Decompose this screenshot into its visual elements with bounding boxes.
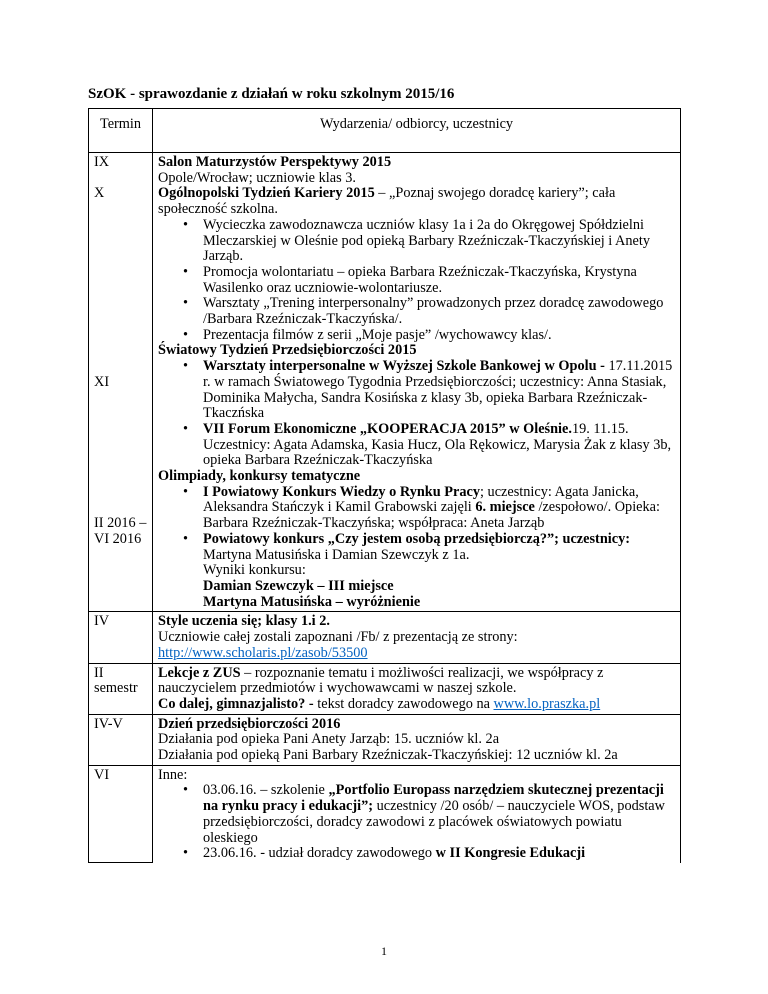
term-ii2016: II 2016 – <box>94 514 147 531</box>
ii-line-bold: Co dalej, gimnazjalisto? - <box>158 695 314 712</box>
ivv-line2: Działania pod opieką Pani Barbary Rzeźniczak-Tkaczyńskiej: 12 uczniów kl. 2a <box>158 747 618 764</box>
lo-praszka-link[interactable]: www.lo.praszka.pl <box>493 695 601 712</box>
table-row <box>89 663 681 714</box>
list-item: • Promocja wolontariatu – opieka Barbara Rzeźniczak-Tkaczyńska, Krystyna Wasilenko oraz uczniowie-wolontariusze. <box>158 265 675 296</box>
olimp-b1-mid: ; uczestnicy: Agata Janicka, Aleksandra Stańczyk i Kamil Grabowski zajęli <box>203 483 639 516</box>
table-header-row <box>89 109 681 153</box>
table-row <box>89 153 681 612</box>
ii-title <box>158 666 675 697</box>
list-item <box>158 359 675 422</box>
xi-b1-bold: Warsztaty interpersonalne w Wyższej Szkole Bankowej w Opolu - <box>203 358 605 375</box>
events-cell <box>153 153 681 612</box>
olimp-title: Olimpiady, konkursy tematyczne <box>158 468 361 485</box>
ix-title: Salon Maturzystów Perspektywy 2015 <box>158 154 392 170</box>
ivv-cell <box>153 714 681 765</box>
ivv-line1: Działania pod opieka Pani Anety Jarząb: 15. uczniów kl. 2a <box>158 731 500 748</box>
ii-line <box>158 697 675 713</box>
xi-b2-rest: 19. 11.15. Uczestnicy: Agata Adamska, Kasia Hucz, Ola Rękowicz, Marysia Żak z klasy 3b, opieka Barbara Rzeźniczak-Tkaczyńska <box>203 420 672 469</box>
olimp-b2-rest: Martyna Matusińska i Damian Szewczyk z 1a. <box>203 546 470 563</box>
term-ivv: IV-V <box>89 714 153 765</box>
ii-title-rest: – rozpoznanie tematu i możliwości realizacji, we współpracy z nauczycielem przedmiotów i wychowawcami w naszej szkole. <box>158 664 604 697</box>
header-term: Termin <box>89 109 153 153</box>
table-row <box>89 612 681 663</box>
list-item <box>158 485 675 532</box>
xi-b2-bold: VII Forum Ekonomiczne „KOOPERACJA 2015” w Oleśnie. <box>203 420 572 437</box>
ix-line: Opole/Wrocław; uczniowie klas 3. <box>158 169 356 186</box>
vi-b1-rest: uczestnicy /20 osób/ – nauczyciele WOS, podstaw przedsiębiorczości, doradcy zawodowi z placówek oświatowych powiatu oleskiego <box>203 798 665 846</box>
scholaris-link[interactable]: http://www.scholaris.pl/zasob/53500 <box>158 644 368 661</box>
term-semestr: semestr <box>94 680 138 697</box>
result-1: Damian Szewczyk – III miejsce <box>203 577 394 594</box>
vi-label: Inne: <box>158 766 188 783</box>
vi-b2-pre: 23.06.16. - udział doradcy zawodowego <box>203 845 436 862</box>
term-iv: IV <box>89 612 153 663</box>
vi-cell <box>153 765 681 863</box>
table-row <box>89 714 681 765</box>
iv-cell <box>153 612 681 663</box>
term-ii-cell <box>89 663 153 714</box>
result-2: Martyna Matusińska – wyróżnienie <box>203 593 421 610</box>
vi-b2-bold: w II Kongresie Edukacji <box>435 845 586 862</box>
ivv-title: Dzień przedsiębiorczości 2016 <box>158 715 341 732</box>
term-ii: II <box>94 664 104 681</box>
vi-b1-bold: „Portfolio Europass narzędziem skutecznej prezentacji na rynku pracy i edukacji”; <box>203 782 664 815</box>
list-item: • Prezentacja filmów z serii „Moje pasje” /wychowawcy klas/. <box>158 328 675 344</box>
results-label: Wyniki konkursu: <box>203 562 306 579</box>
olimp-b1-bold: I Powiatowy Konkurs Wiedzy o Rynku Pracy <box>203 483 480 500</box>
vi-b1-pre: 03.06.16. – szkolenie <box>203 782 329 799</box>
page-title: SzOK - sprawozdanie z działań w roku szkolnym 2015/16 <box>88 86 455 102</box>
term-x: X <box>94 185 105 202</box>
ii-title-bold: Lekcje z ZUS <box>158 664 241 681</box>
xi-b1-rest: 17.11.2015 r. w ramach Światowego Tygodnia Przedsiębiorczości; uczestnicy: Anna Stasiak, Dominika Małycha, Sandra Kosińska z klasy 3b, opieka Barbara Rzeźniczak-Tkaczńska <box>203 358 673 422</box>
x-title <box>158 186 675 217</box>
header-events: Wydarzenia/ odbiorcy, uczestnicy <box>153 109 681 153</box>
x-title-rest: – „Poznaj swojego doradcę kariery”; cała społeczność szkolna. <box>158 185 616 218</box>
olimp-b1-rest: /zespołowo/. Opieka: Barbara Rzeźniczak-Tkaczyńska; współpraca: Aneta Jarząb <box>203 499 660 532</box>
report-table <box>88 108 681 863</box>
term-ix: IX <box>94 154 110 170</box>
list-item <box>158 532 675 563</box>
list-item: • Warsztaty „Trening interpersonalny” prowadzonych przez doradcę zawodowego /Barbara Rzeźniczak-Tkaczyńska/. <box>158 296 675 327</box>
olimp-b1-place: 6. miejsce <box>475 499 535 516</box>
list-item <box>158 422 675 469</box>
list-item <box>158 846 675 862</box>
list-item: • Wycieczka zawodoznawcza uczniów klasy 1a i 2a do Okręgowej Spółdzielni Mleczarskiej w Oleśnie pod opieką Barbary Rzeźniczak-Tkaczyńskiej i Anety Jarząb. <box>158 218 675 265</box>
table-row <box>89 765 681 863</box>
x-title-bold: Ogólnopolski Tydzień Kariery 2015 <box>158 185 375 202</box>
olimp-b2-bold: Powiatowy konkurs „Czy jestem osobą przedsiębiorczą?”; uczestnicy: <box>203 530 631 547</box>
ii-line-rest: tekst doradcy zawodowego na <box>313 695 494 712</box>
ii-cell <box>153 663 681 714</box>
iv-title: Style uczenia się; klasy 1.i 2. <box>158 613 330 630</box>
xi-title: Światowy Tydzień Przedsiębiorczości 2015 <box>158 342 417 359</box>
list-item <box>158 783 675 846</box>
term-cell <box>89 153 153 612</box>
iv-line: Uczniowie całej zostali zapoznani /Fb/ z prezentacją ze strony: <box>158 629 518 646</box>
term-vi: VI <box>89 765 153 863</box>
term-xi: XI <box>94 374 110 391</box>
term-vi2016: VI 2016 <box>94 530 142 547</box>
page-number: 1 <box>381 944 387 958</box>
